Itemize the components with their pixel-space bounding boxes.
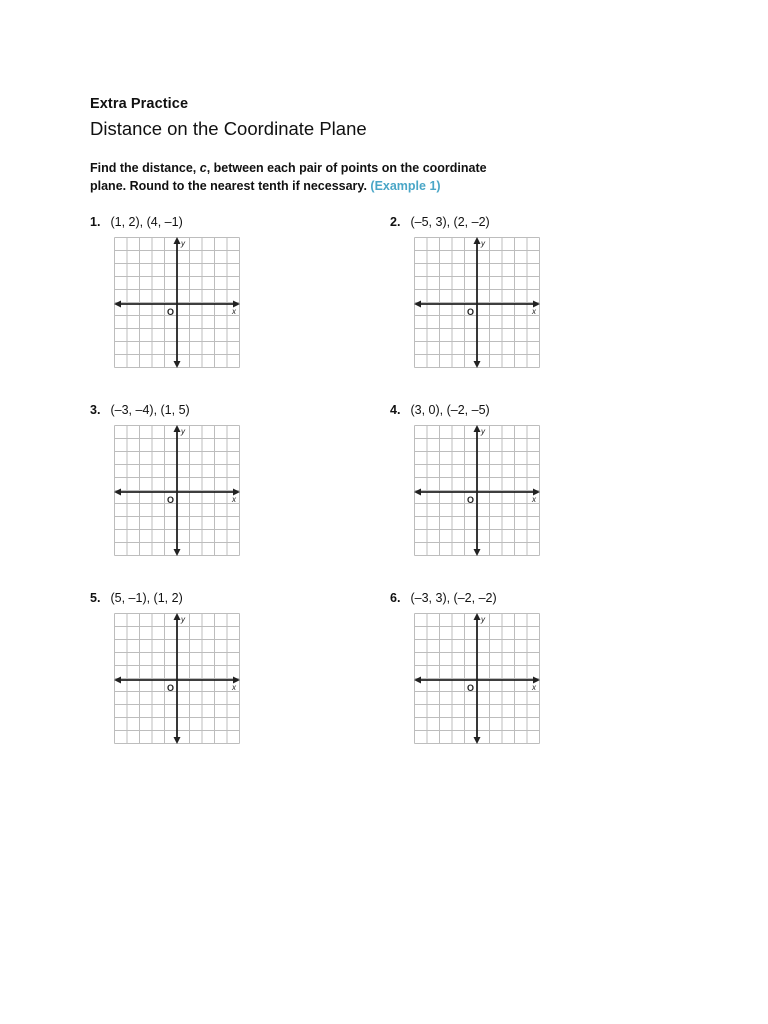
coordinate-grid (114, 425, 242, 558)
y-axis-arrow-up (174, 425, 181, 432)
problem-points: (5, –1), (1, 2) (110, 591, 183, 605)
variable-c: c (199, 161, 207, 175)
problem-number: 2. (390, 215, 401, 229)
problem-label (390, 402, 650, 418)
problem-points: (–5, 3), (2, –2) (410, 215, 490, 229)
problem-points: (–3, 3), (–2, –2) (410, 591, 497, 605)
page-title: Distance on the Coordinate Plane (90, 118, 367, 139)
y-axis-label: y (181, 239, 185, 248)
instructions-part-1: Find the distance, (90, 161, 200, 175)
x-axis-arrow-left (114, 301, 121, 308)
coordinate-grid (414, 425, 542, 558)
x-axis-label: x (532, 307, 536, 316)
y-axis-arrow-up (474, 613, 481, 620)
x-axis-arrow-left (414, 301, 421, 308)
section-label: Extra Practice (90, 96, 189, 112)
problem-3 (90, 402, 350, 505)
problem-2 (390, 214, 650, 317)
coordinate-grid (114, 237, 242, 370)
coordinate-grid (414, 613, 542, 746)
problem-number: 3. (90, 403, 101, 417)
origin-label: O (467, 683, 475, 693)
y-axis-label: y (481, 427, 485, 436)
origin-label: O (167, 307, 175, 317)
problem-number: 5. (90, 591, 101, 605)
page-header (90, 96, 367, 140)
y-axis-arrow-down (474, 361, 481, 368)
x-axis-label: x (232, 495, 236, 504)
origin-label: O (167, 495, 175, 505)
origin-label: O (167, 683, 175, 693)
y-axis-arrow-up (174, 613, 181, 620)
coordinate-grid (414, 237, 542, 370)
example-link[interactable]: (Example 1) (370, 179, 441, 193)
y-axis-arrow-down (174, 737, 181, 744)
x-axis-arrow-left (114, 677, 121, 684)
instructions (90, 159, 510, 195)
x-axis-label: x (232, 683, 236, 692)
problem-number: 1. (90, 215, 101, 229)
problem-label (90, 590, 350, 606)
problem-points: (–3, –4), (1, 5) (110, 403, 190, 417)
y-axis-arrow-up (474, 425, 481, 432)
problem-label (90, 402, 350, 418)
y-axis-label: y (181, 615, 185, 624)
x-axis-label: x (532, 495, 536, 504)
problem-1 (90, 214, 350, 317)
problem-number: 6. (390, 591, 401, 605)
x-axis-arrow-left (414, 489, 421, 496)
y-axis-label: y (481, 615, 485, 624)
instructions-part-2: , between each pair of points on the coordinate plane. Round to the nearest tenth if necessary. (90, 161, 487, 193)
y-axis-arrow-up (474, 237, 481, 244)
problem-6 (390, 590, 650, 693)
y-axis-arrow-down (474, 549, 481, 556)
problem-4 (390, 402, 650, 505)
problem-points: (1, 2), (4, –1) (110, 215, 183, 229)
x-axis-label: x (232, 307, 236, 316)
problem-label (390, 590, 650, 606)
x-axis-arrow-left (114, 489, 121, 496)
coordinate-grid (114, 613, 242, 746)
problem-label (390, 214, 650, 230)
problem-label (90, 214, 350, 230)
origin-label: O (467, 495, 475, 505)
y-axis-arrow-down (174, 361, 181, 368)
origin-label: O (467, 307, 475, 317)
x-axis-label: x (532, 683, 536, 692)
y-axis-label: y (481, 239, 485, 248)
y-axis-label: y (181, 427, 185, 436)
problem-5 (90, 590, 350, 693)
y-axis-arrow-down (474, 737, 481, 744)
y-axis-arrow-up (174, 237, 181, 244)
problem-points: (3, 0), (–2, –5) (410, 403, 490, 417)
y-axis-arrow-down (174, 549, 181, 556)
x-axis-arrow-left (414, 677, 421, 684)
problem-number: 4. (390, 403, 401, 417)
